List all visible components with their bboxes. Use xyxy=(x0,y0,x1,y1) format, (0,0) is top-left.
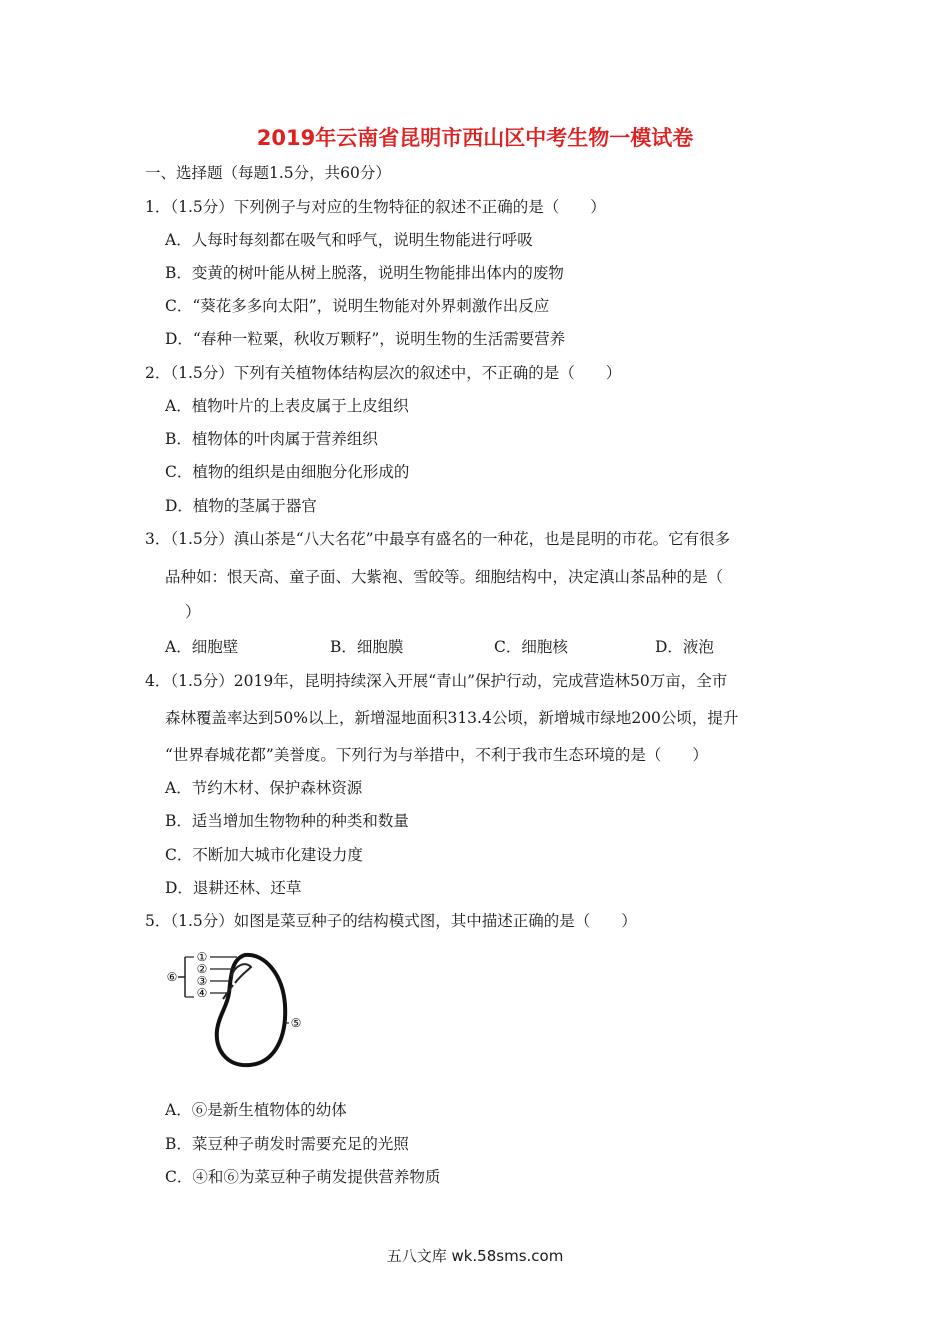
question-2-option-b: B．植物体的叶肉属于营养组织 xyxy=(165,430,378,448)
question-4-option-b: B．适当增加生物物种的种类和数量 xyxy=(165,812,409,830)
footer-watermark-text: 五八文库 wk.58sms.com xyxy=(386,1247,564,1265)
question-3-stem-line-1: 3．（1.5分）滇山茶是“八大名花”中最享有盛名的一种花，也是昆明的市花。它有很多 xyxy=(145,530,731,548)
question-3-option-c: C．细胞核 xyxy=(494,638,568,656)
question-1-option-a: A．人每时每刻都在吸气和呼气，说明生物能进行呼吸 xyxy=(165,231,533,249)
figure-label-6: ⑥ xyxy=(166,970,178,984)
question-3-stem-line-2: 品种如：恨天高、童子面、大紫袍、雪皎等。细胞结构中，决定滇山茶品种的是（ xyxy=(165,568,724,586)
question-3-option-a: A．细胞壁 xyxy=(165,638,239,656)
bean-seed-diagram xyxy=(165,945,305,1070)
question-4-option-a: A．节约木材、保护森林资源 xyxy=(165,779,363,797)
question-2-option-c: C．植物的组织是由细胞分化形成的 xyxy=(165,463,410,481)
question-5-option-c: C．④和⑥为菜豆种子萌发提供营养物质 xyxy=(165,1168,441,1186)
question-5-option-b: B．菜豆种子萌发时需要充足的光照 xyxy=(165,1135,409,1153)
figure-label-4: ④ xyxy=(196,986,208,1000)
question-4-stem-line-3: “世界春城花都”美誉度。下列行为与举措中，不利于我市生态环境的是（ ） xyxy=(165,746,708,764)
question-5-stem: 5．（1.5分）如图是菜豆种子的结构模式图，其中描述正确的是（ ） xyxy=(145,912,637,930)
question-4-option-c: C．不断加大城市化建设力度 xyxy=(165,846,363,864)
question-1-stem: 1．（1.5分）下列例子与对应的生物特征的叙述不正确的是（ ） xyxy=(145,198,606,216)
question-4-stem-line-1: 4．（1.5分）2019年，昆明持续深入开展“青山”保护行动，完成营造林50万亩，全市 xyxy=(145,672,728,690)
figure-label-3: ③ xyxy=(196,974,208,988)
question-1-option-d: D．“春种一粒粟，秋收万颗籽”，说明生物的生活需要营养 xyxy=(165,330,566,348)
question-3-option-d: D．液泡 xyxy=(655,638,714,656)
seed-outline xyxy=(217,955,285,1065)
figure-label-5: ⑤ xyxy=(290,1016,302,1030)
question-2-option-d: D．植物的茎属于器官 xyxy=(165,497,317,515)
question-1-option-b: B．变黄的树叶能从树上脱落，说明生物能排出体内的废物 xyxy=(165,264,564,282)
question-3-option-b: B．细胞膜 xyxy=(330,638,404,656)
question-4-stem-line-2: 森林覆盖率达到50%以上，新增湿地面积313.4公顷，新增城市绿地200公顷，提升 xyxy=(165,709,739,727)
question-2-option-a: A．植物叶片的上表皮属于上皮组织 xyxy=(165,397,409,415)
question-2-stem: 2．（1.5分）下列有关植物体结构层次的叙述中，不正确的是（ ） xyxy=(145,364,622,382)
question-5-option-a: A．⑥是新生植物体的幼体 xyxy=(165,1101,347,1119)
question-4-option-d: D．退耕还林、还草 xyxy=(165,879,302,897)
page-title: 2019年云南省昆明市西山区中考生物一模试卷 xyxy=(256,126,694,150)
question-1-option-c: C．“葵花多多向太阳”，说明生物能对外界刺激作出反应 xyxy=(165,297,550,315)
figure-label-1: ① xyxy=(196,950,208,964)
question-3-stem-line-3: ） xyxy=(185,603,201,621)
figure-label-2: ② xyxy=(196,962,208,976)
section-heading: 一、选择题（每题1.5分，共60分） xyxy=(145,164,391,182)
